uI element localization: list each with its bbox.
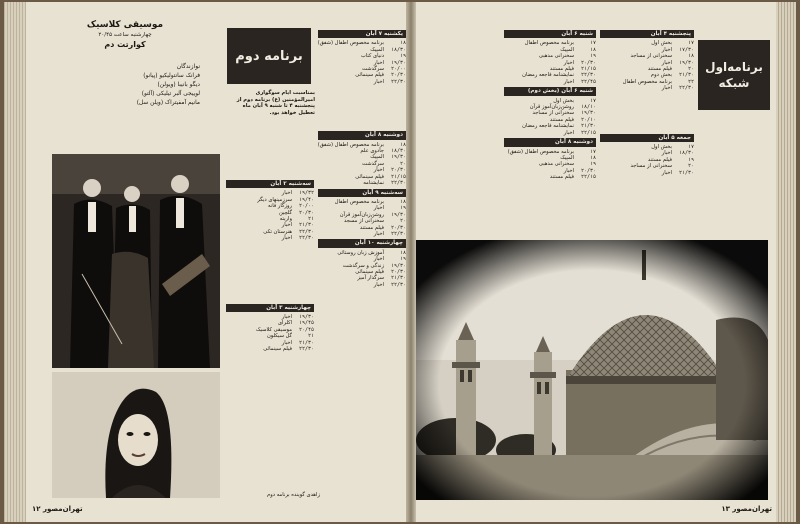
time: ۱۷ bbox=[589, 40, 596, 47]
program: آموزش زبان روستائی bbox=[337, 249, 384, 256]
program: اخبار bbox=[281, 222, 292, 229]
schedule-column-a bbox=[226, 178, 314, 488]
concert-heading: موسیقی کلاسیک bbox=[86, 20, 164, 30]
program: سرگذار آمیز bbox=[357, 275, 384, 282]
time: ۱۹/۳۰ bbox=[678, 59, 694, 66]
program: فیلم مستند bbox=[647, 156, 672, 163]
program: سرزمینهای دیگر bbox=[257, 196, 292, 203]
program: بخش دوم bbox=[650, 72, 672, 79]
day-header: یکشنبه ۷ آبان bbox=[318, 30, 406, 38]
magazine-spread bbox=[4, 2, 796, 522]
time: ۱۹ bbox=[589, 161, 596, 168]
program: فیلم سینمائی bbox=[355, 268, 384, 275]
right-page-footer bbox=[652, 504, 772, 514]
day-block bbox=[318, 239, 406, 288]
performer-line: لوییجی آلبر تیلیکی (آلتو) bbox=[141, 91, 200, 97]
program: زندگی و سرگذشت bbox=[342, 262, 384, 269]
program: گل سیکلون bbox=[266, 333, 292, 340]
program: اخبار bbox=[373, 205, 384, 212]
day-block bbox=[504, 30, 596, 85]
schedule-row bbox=[504, 130, 596, 136]
program: برنامه مخصوص اطفال (شفق) bbox=[318, 141, 384, 148]
program: فیلم مستند bbox=[647, 66, 672, 73]
day-header: دوشنبه ۸ آبان bbox=[318, 131, 406, 139]
time: ۱۸/۳۰ bbox=[678, 150, 694, 157]
program: اخبار bbox=[373, 281, 384, 288]
day-header: سه‌شنبه ۲ آبان bbox=[226, 180, 314, 188]
day-block bbox=[504, 138, 596, 180]
program: اخبار bbox=[661, 46, 672, 53]
time: ۲۲/۳۰ bbox=[580, 72, 596, 79]
time: ۱۷ bbox=[687, 144, 694, 151]
program: اخبار bbox=[373, 167, 384, 174]
program: برنامه مخصوص اطفال (شفق) bbox=[318, 40, 384, 47]
time: ۲۱/۳۰ bbox=[678, 169, 694, 176]
time: ۲۰/۰۰ bbox=[298, 203, 314, 210]
left-page-footer bbox=[32, 504, 152, 514]
day-header: جمعه ۵ آبان bbox=[600, 134, 694, 142]
time: ۲۰/۱۰ bbox=[580, 116, 596, 123]
program: واریته bbox=[279, 216, 292, 223]
time: ۱۹ bbox=[399, 205, 406, 212]
program: اخبار bbox=[661, 85, 672, 92]
time: ۲۲/۳۰ bbox=[390, 78, 406, 85]
time: ۱۸ bbox=[399, 198, 406, 205]
time: ۲۰ bbox=[399, 160, 406, 167]
program: برنامه مخصوص اطفال (شفق) bbox=[507, 148, 574, 155]
time: ۱۸ bbox=[687, 53, 694, 60]
program: روشن‌زبان‌آموز قرآن bbox=[339, 211, 384, 218]
time: ۱۸ bbox=[399, 249, 406, 256]
time: ۲۰/۰۰ bbox=[390, 66, 406, 73]
time: ۱۷ bbox=[687, 40, 694, 47]
time: ۱۹/۳۰ bbox=[580, 110, 596, 117]
time: ۲۰ bbox=[399, 218, 406, 225]
announcer-illustration bbox=[52, 372, 220, 498]
program: سخنرانی مذهبی bbox=[538, 161, 574, 168]
time: ۱۸ bbox=[589, 154, 596, 161]
program: فیلم سینمائی bbox=[355, 72, 384, 79]
time: ۲۲/۳۰ bbox=[678, 85, 694, 92]
program: سخنرانی از مساجد bbox=[630, 53, 672, 60]
time: ۲۰/۳۰ bbox=[580, 59, 596, 66]
time: ۲۱/۳۰ bbox=[298, 339, 314, 346]
program: فیلم مستند bbox=[549, 116, 574, 123]
schedule-row bbox=[318, 231, 406, 237]
time: ۲۰/۳۰ bbox=[298, 209, 314, 216]
program: فیلم مستند bbox=[549, 66, 574, 73]
time: ۱۹/۳۰ bbox=[298, 314, 314, 321]
program: نمایشنامه فاجعه رمضان bbox=[522, 72, 574, 79]
day-header: شنبه ۶ آبان (بخش دوم) bbox=[504, 87, 596, 95]
program: اخبار bbox=[281, 190, 292, 197]
program: گلچین bbox=[278, 209, 292, 216]
closure-notice: بمناسبت ایام سوگواری امیرالمؤمنین (ع) برنامه دوم از پنجشنبه ۴ تا شنبه ۹ آبان ماه تعطیل خواهد بود. bbox=[236, 90, 315, 116]
time: ۱۹ bbox=[399, 256, 406, 263]
program: سرگذشت bbox=[362, 66, 384, 73]
time: ۲۱ bbox=[307, 333, 314, 340]
program: نمایشنامه bbox=[363, 180, 384, 187]
program: اخبار bbox=[661, 150, 672, 157]
time: ۲۲/۱۵ bbox=[580, 174, 596, 181]
announcer-caption: زاهدی گوینده برنامه دوم bbox=[267, 492, 320, 498]
right-page bbox=[414, 10, 774, 514]
page-number-label: ۱۳ تهران‌مصور bbox=[721, 505, 772, 513]
day-header: سه‌شنبه ۹ آبان bbox=[318, 189, 406, 197]
program: اخبار bbox=[281, 314, 292, 321]
time: ۱۹ bbox=[399, 53, 406, 60]
program: سخنرانی از مساجد bbox=[532, 110, 574, 117]
program: سرگذشت bbox=[362, 160, 384, 167]
time: ۲۰/۳۰ bbox=[390, 72, 406, 79]
schedule-row bbox=[600, 170, 694, 176]
page-edge-right bbox=[776, 2, 796, 522]
mosque-photo bbox=[416, 240, 768, 500]
program: اخبار bbox=[563, 59, 574, 66]
time: ۱۹/۳۰ bbox=[390, 211, 406, 218]
program: فیلم مستند bbox=[359, 224, 384, 231]
program: اخبار bbox=[281, 339, 292, 346]
program: اخبار bbox=[373, 230, 384, 237]
program: بخش اول bbox=[553, 97, 574, 104]
program: روشن‌زبان‌آموز قرآن bbox=[529, 104, 574, 111]
time: ۲۰/۳۰ bbox=[580, 167, 596, 174]
concert-subheading: کوارتت دم bbox=[104, 40, 146, 49]
schedule-row bbox=[318, 180, 406, 186]
time: ۱۹/۴۰ bbox=[298, 196, 314, 203]
time: ۱۹ bbox=[589, 53, 596, 60]
time: ۲۲/۴۵ bbox=[580, 78, 596, 85]
time: ۱۷/۳۰ bbox=[678, 46, 694, 53]
day-block bbox=[600, 30, 694, 92]
program: اکلرای bbox=[278, 320, 292, 327]
time: ۲۰ bbox=[687, 163, 694, 170]
program: فیلم سینمائی bbox=[263, 346, 292, 353]
program: اخبار bbox=[563, 78, 574, 85]
program: بخش اول bbox=[651, 144, 672, 151]
time: ۲۱/۳۰ bbox=[678, 72, 694, 79]
time: ۱۹/۳۰ bbox=[390, 154, 406, 161]
section-title-second-program bbox=[227, 28, 311, 84]
program: اخبار bbox=[373, 256, 384, 263]
day-header: دوشنبه ۸ آبان bbox=[504, 138, 596, 146]
time: ۲۲/۳۰ bbox=[390, 230, 406, 237]
day-block bbox=[318, 189, 406, 238]
program: روزگار فانه bbox=[267, 203, 292, 210]
time: ۱۹/۴۵ bbox=[298, 320, 314, 327]
time: ۲۰/۴۵ bbox=[298, 326, 314, 333]
day-block bbox=[318, 131, 406, 186]
day-header: چهارشنبه ۱۰ آبان bbox=[318, 239, 406, 247]
time: ۲۲/۳۰ bbox=[298, 346, 314, 353]
day-header: پنجشنبه ۴ آبان bbox=[600, 30, 694, 38]
left-page bbox=[30, 10, 410, 514]
program: اخبار bbox=[661, 59, 672, 66]
time: ۱۸/۳۰ bbox=[390, 46, 406, 53]
schedule-row bbox=[318, 282, 406, 288]
announcer-photo bbox=[52, 372, 220, 498]
time: ۲۲/۳۰ bbox=[390, 281, 406, 288]
program: سخنرانی از مساجد bbox=[630, 163, 672, 170]
time: ۱۹/۳۰ bbox=[390, 59, 406, 66]
section-title-text: برنامه‌اول شبکه bbox=[705, 60, 763, 90]
program: اخبار bbox=[373, 59, 384, 66]
program: اخبار bbox=[563, 129, 574, 136]
day-block bbox=[226, 304, 314, 353]
performers-title: نوازندگان bbox=[176, 63, 200, 70]
program: دنیای کتاب bbox=[360, 53, 384, 60]
program: المپیک bbox=[560, 46, 574, 53]
program: اخبار bbox=[373, 78, 384, 85]
time: ۱۸ bbox=[589, 46, 596, 53]
day-block bbox=[600, 134, 694, 176]
performer-line: فرانک سانتولیکیو (پیانو) bbox=[143, 73, 200, 79]
schedule-row bbox=[226, 346, 314, 352]
time: ۲۲/۳۰ bbox=[390, 180, 406, 187]
program: نمایشنامه فاجعه رمضان bbox=[522, 123, 574, 130]
time: ۲۱/۱۵ bbox=[390, 173, 406, 180]
time: ۲۱/۳۰ bbox=[390, 275, 406, 282]
day-header: شنبه ۶ آبان bbox=[504, 30, 596, 38]
program: هنرستان تکی bbox=[263, 228, 292, 235]
program: اخبار bbox=[281, 235, 292, 242]
page-number-label: ۱۲ تهران‌مصور bbox=[32, 505, 83, 513]
day-block bbox=[318, 30, 406, 85]
time: ۱۸ bbox=[399, 40, 406, 47]
time: ۲۲/۳۰ bbox=[298, 228, 314, 235]
quartet-illustration bbox=[52, 154, 220, 368]
program: سخنرانی از مسجد bbox=[343, 218, 384, 225]
program: سخنرانی مذهبی bbox=[538, 53, 574, 60]
time: ۱۸/۱۰ bbox=[580, 104, 596, 111]
schedule-column-right bbox=[600, 28, 694, 238]
time: ۱۸/۳۰ bbox=[390, 148, 406, 155]
time: ۲۲/۳۰ bbox=[298, 235, 314, 242]
program: موسیقی کلاسیک bbox=[255, 326, 292, 333]
program: اخبار bbox=[661, 169, 672, 176]
mosque-illustration bbox=[416, 240, 768, 500]
time: ۲۱ bbox=[307, 216, 314, 223]
program: المپیک bbox=[370, 46, 384, 53]
program: برنامه مخصوص اطفال bbox=[622, 78, 672, 85]
program: فیلم مستند bbox=[549, 174, 574, 181]
schedule-row bbox=[504, 174, 596, 180]
time: ۲۱/۳۰ bbox=[298, 222, 314, 229]
time: ۱۹/۳۲ bbox=[298, 190, 314, 197]
performer-line: مانیم آمفیتراک (ویلن سل) bbox=[136, 100, 200, 106]
program: جادوی علم bbox=[360, 148, 384, 155]
program: المپیک bbox=[370, 154, 384, 161]
concert-info bbox=[50, 20, 200, 150]
time: ۲۱/۱۵ bbox=[580, 66, 596, 73]
performer-line: دیگو بانیبا (ویولن) bbox=[157, 82, 200, 88]
time: ۲۲/۱۵ bbox=[580, 129, 596, 136]
program: فیلم سینمائی bbox=[355, 173, 384, 180]
section-title-text: برنامه دوم bbox=[235, 48, 303, 64]
time: ۲۲ bbox=[687, 78, 694, 85]
program: برنامه مخصوص اطفال bbox=[334, 198, 384, 205]
program: اخبار bbox=[563, 167, 574, 174]
concert-meta: چهارشنبه ساعت ۲۰/۴۵ bbox=[98, 32, 152, 38]
time: ۲۱/۳۰ bbox=[580, 123, 596, 130]
day-block bbox=[504, 87, 596, 136]
time: ۱۷ bbox=[589, 97, 596, 104]
day-header: چهارشنبه ۳ آبان bbox=[226, 304, 314, 312]
schedule-column-left bbox=[504, 28, 596, 238]
quartet-photo bbox=[52, 154, 220, 368]
program: المپیک bbox=[560, 154, 574, 161]
page-edge-left bbox=[4, 2, 26, 522]
time: ۲۰/۳۰ bbox=[390, 268, 406, 275]
time: ۱۸ bbox=[399, 141, 406, 148]
time: ۲۰/۳۰ bbox=[390, 167, 406, 174]
time: ۲۰ bbox=[687, 66, 694, 73]
time: ۲۰/۳۰ bbox=[390, 224, 406, 231]
time: ۱۹/۳۰ bbox=[390, 262, 406, 269]
section-title-first-program bbox=[698, 40, 770, 110]
time: ۱۹ bbox=[687, 156, 694, 163]
program: برنامه مخصوص اطفال bbox=[524, 40, 574, 47]
schedule-row bbox=[504, 79, 596, 85]
schedule-column-b bbox=[318, 28, 406, 498]
time: ۱۷ bbox=[589, 148, 596, 155]
day-block bbox=[226, 180, 314, 242]
program: بخش اول bbox=[651, 40, 672, 47]
